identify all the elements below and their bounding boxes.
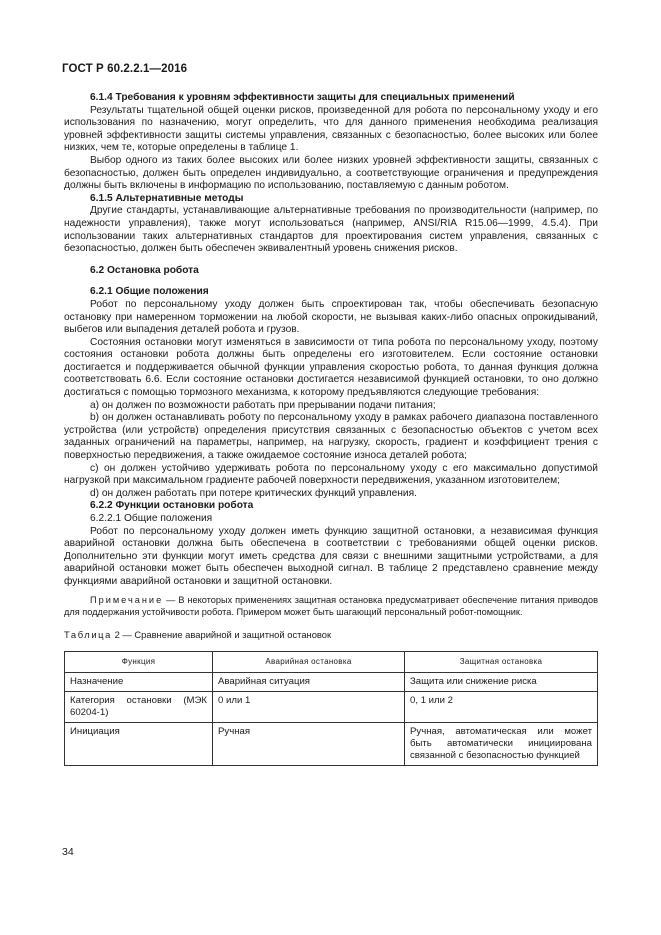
section-heading-6-2-2-1: 6.2.2.1 Общие положения <box>90 513 213 524</box>
table-row <box>65 723 598 766</box>
paragraph: Другие стандарты, устанавливающие альтернативные требования по производительности (например, по надежности управления), также могут использоваться (например, ANSI/RIA R15.06—1999, 4.5.4). При использовании таких альтернативных стандартов для проектирования систем управления, связанных с безопасностью, должен быть обеспечен эквивалентный уровень снижения рисков. <box>64 205 598 255</box>
table-cell: Аварийная ситуация <box>213 673 405 692</box>
note-label: Примечание <box>90 594 164 605</box>
document-body <box>64 92 598 766</box>
list-item-a: a) он должен по возможности работать при прерывании подачи питания; <box>90 399 436 411</box>
list-item-b: b) он должен останавливать роботу по персональному уходу в рамках рабочего диапазона поставленного устройства (или устройств) определения присутствия связанных с безопасностью объектов с учетом всех заданных ограничений на параметры, например, на нагрузку, скорость, градиент и коэффициент трения с поверхностью передвижения, а также ожидаемое состояние износа деталей робота; <box>64 412 598 462</box>
comparison-table <box>64 651 598 766</box>
table-caption <box>64 629 598 642</box>
table-cell: 0, 1 или 2 <box>405 692 598 723</box>
table-cell: Ручная, автоматическая или может быть автоматически инициирована связанной с безопасностью функцией <box>405 723 598 766</box>
table-cell: 0 или 1 <box>213 692 405 723</box>
table-cell: Ручная <box>213 723 405 766</box>
table-cell: Защита или снижение риска <box>405 673 598 692</box>
table-header-row <box>65 652 598 673</box>
page-number: 34 <box>62 846 74 858</box>
table-caption-text: 2 — Сравнение аварийной и защитной остановок <box>111 628 332 640</box>
table-row <box>65 692 598 723</box>
section-heading-6-1-4: 6.1.4 Требования к уровням эффективности защиты для специальных применений <box>90 92 515 103</box>
paragraph: Результаты тщательной общей оценки рисков, произведенной для робота по персональному уходу и его использования по назначению, могут определить, что для данного применения необходима реализация уровней эффективности защиты системы управления, связанных с безопасностью, более высоких или более низких, чем те, которые определены в таблице 1. <box>64 104 598 154</box>
section-heading-6-2: 6.2 Остановка робота <box>90 264 199 276</box>
paragraph: Выбор одного из таких более высоких или более низких уровней эффективности защиты, связанных с безопасностью, должен быть определен индивидуально, а соответствующие ограничения и предупреждения должны быть включены в информацию по использованию, поставляемую с данным роботом. <box>64 154 598 192</box>
table-cell: Назначение <box>65 673 213 692</box>
list-item-c: c) он должен устойчиво удерживать робота по персональному уходу с его максимально допустимой нагрузкой при максимальном градиенте рабочей поверхности передвижения, указанном изготовителем; <box>64 462 598 487</box>
paragraph: Робот по персональному уходу должен быть спроектирован так, чтобы обеспечивать безопасную остановку при намеренном торможении на любой скорости, не вызывая каких-либо опасных опрокидываний, выбегов или выпадения деталей робота и грузов. <box>64 298 598 336</box>
section-heading-6-2-1: 6.2.1 Общие положения <box>90 286 209 298</box>
paragraph: Робот по персональному уходу должен иметь функцию защитной остановки, а независимая функция аварийной остановки должна быть обеспечена в соответствии с требованиями общей оценки рисков. Дополнительно эти функции могут иметь средства для связи с внешними защитными устройствами, а для аварийной остановки может быть обеспечен выходной сигнал. В таблице 2 представлено сравнение между функциями аварийной остановки и защитной остановки. <box>64 525 598 587</box>
section-heading-6-2-2: 6.2.2 Функции остановки робота <box>90 500 254 512</box>
section-heading-6-1-5: 6.1.5 Альтернативные методы <box>90 192 244 204</box>
table-header-cell: Защитная остановка <box>405 652 598 673</box>
note-text: — В некоторых применениях защитная остановка предусматривает обеспечение питания приводов для поддержания устойчивости робота. Примером может быть шагающий персональный робот-помощник. <box>64 594 598 617</box>
note <box>64 594 598 618</box>
table-cell: Категория остановки (МЭК 60204-1) <box>65 692 213 723</box>
table-header-cell: Функция <box>65 652 213 673</box>
table-caption-label: Таблица <box>64 628 112 640</box>
document-header: ГОСТ Р 60.2.2.1—2016 <box>62 63 188 75</box>
paragraph: Состояния остановки могут изменяться в зависимости от типа робота по персональному уходу, поэтому состояния остановки робота должны быть определены его изготовителем. Если состояние остановки достигается и поддерживается обычной функции управления скоростью робота, то данная функция должна соответствовать 6.6. Если состояние остановки достигается независимой функцией остановки, то оно должно достигаться с помощью тормозного механизма, к которому предъявляются следующие требования: <box>64 336 598 399</box>
table-row <box>65 673 598 692</box>
table-header-cell: Аварийная остановка <box>213 652 405 673</box>
table-cell: Инициация <box>65 723 213 766</box>
list-item-d: d) он должен работать при потере критических функций управления. <box>90 487 417 499</box>
